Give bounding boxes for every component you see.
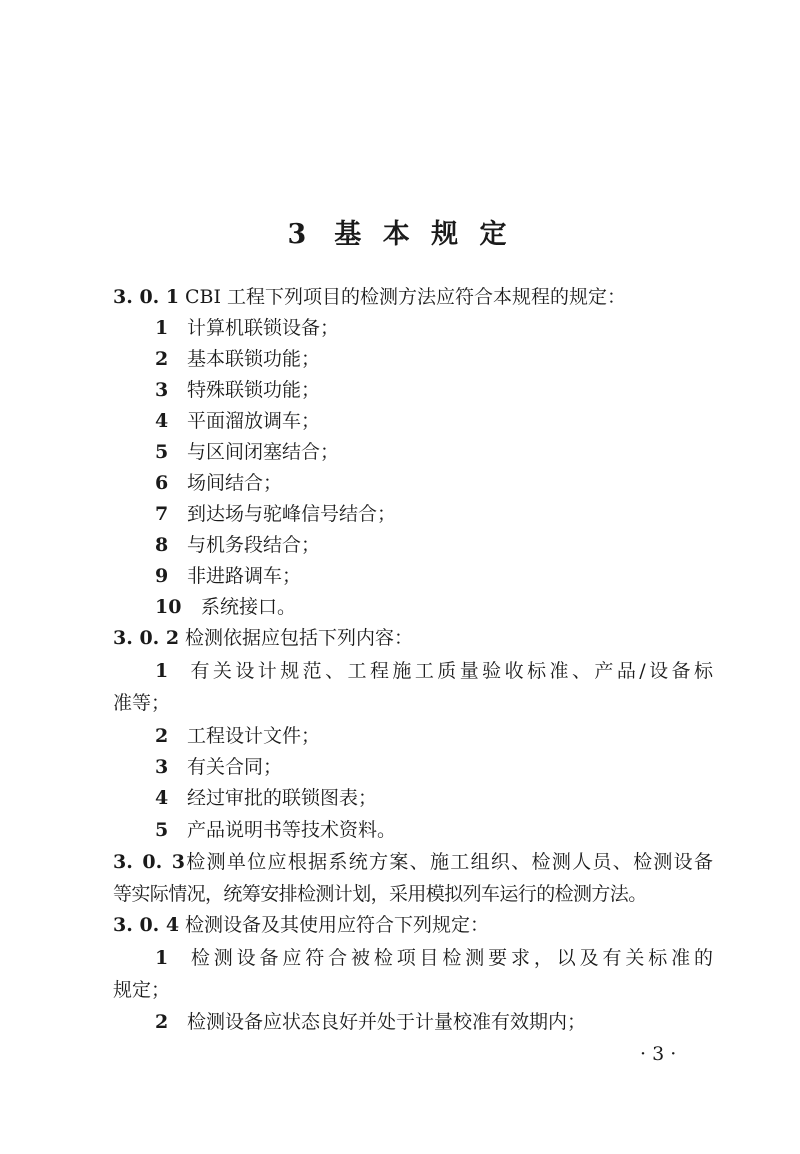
- list-item: [155, 656, 713, 687]
- list-item: [155, 721, 713, 752]
- clause-3-0-3: [113, 847, 713, 878]
- list-item-continuation: [113, 688, 713, 719]
- clause-3-0-1: [113, 282, 713, 313]
- clause-3-0-4: [113, 910, 713, 941]
- list-item: [155, 344, 713, 375]
- item-number: 2: [155, 348, 169, 370]
- item-number: 4: [155, 410, 169, 432]
- list-item: [155, 943, 713, 974]
- item-text: 规定；: [113, 979, 171, 1001]
- item-text: 经过审批的联锁图表；: [187, 787, 378, 809]
- list-item: [155, 406, 713, 437]
- item-text: 有关合同；: [187, 756, 283, 778]
- item-text: 检测设备应状态良好并处于计量校准有效期内；: [187, 1011, 587, 1033]
- item-number: 1: [155, 317, 169, 339]
- clause-text: 等实际情况，统筹安排检测计划，采用模拟列车运行的检测方法。: [113, 883, 647, 905]
- item-text: 到达场与驼峰信号结合；: [187, 503, 397, 525]
- list-item: [155, 468, 713, 499]
- clause-number: 3. 0. 1: [113, 286, 180, 308]
- list-item: [155, 1007, 713, 1038]
- item-text: 特殊联锁功能；: [187, 379, 321, 401]
- clause-3-0-2: [113, 623, 713, 654]
- item-text: 场间结合；: [187, 472, 283, 494]
- page-number: · 3 ·: [640, 1043, 677, 1065]
- clause-text: CBI 工程下列项目的检测方法应符合本规程的规定：: [185, 286, 627, 308]
- clause-text: 检测依据应包括下列内容：: [185, 627, 414, 649]
- item-number: 5: [155, 441, 169, 463]
- list-item-continuation: [113, 975, 713, 1006]
- item-number: 9: [155, 565, 169, 587]
- item-number: 7: [155, 503, 169, 525]
- chapter-heading: 基 本 规 定: [334, 219, 513, 250]
- list-item: [155, 592, 713, 623]
- item-text: 准等；: [113, 692, 171, 714]
- item-number: 3: [155, 756, 169, 778]
- item-number: 6: [155, 472, 169, 494]
- item-text: 计算机联锁设备；: [187, 317, 340, 339]
- clause-text: 检测设备及其使用应符合下列规定：: [185, 914, 490, 936]
- item-number: 5: [155, 819, 169, 841]
- item-text: 系统接口。: [201, 596, 297, 618]
- item-text: 产品说明书等技术资料。: [187, 819, 397, 841]
- list-item: [155, 437, 713, 468]
- clause-number: 3. 0. 4: [113, 914, 180, 936]
- item-number: 10: [155, 596, 182, 618]
- clause-number: 3. 0. 2: [113, 627, 180, 649]
- item-number: 2: [155, 1011, 169, 1033]
- item-text: 基本联锁功能；: [187, 348, 321, 370]
- clause-continuation: [113, 879, 723, 910]
- item-text: 非进路调车；: [187, 565, 302, 587]
- item-text: 与区间闭塞结合；: [187, 441, 340, 463]
- item-text: 有关设计规范、工程施工质量验收标准、产品/设备标: [187, 660, 713, 682]
- item-number: 1: [155, 947, 169, 969]
- list-item: [155, 499, 713, 530]
- item-text: 平面溜放调车；: [187, 410, 321, 432]
- list-item: [155, 561, 713, 592]
- item-number: 4: [155, 787, 169, 809]
- list-item: [155, 752, 713, 783]
- clause-number: 3. 0. 3: [113, 851, 185, 873]
- clause-text: 检测单位应根据系统方案、施工组织、检测人员、检测设备: [185, 851, 713, 873]
- item-number: 8: [155, 534, 169, 556]
- chapter-title: [0, 212, 800, 251]
- item-text: 与机务段结合；: [187, 534, 321, 556]
- list-item: [155, 783, 713, 814]
- item-text: 检测设备应符合被检项目检测要求，以及有关标准的: [187, 947, 713, 969]
- item-number: 1: [155, 660, 169, 682]
- item-number: 3: [155, 379, 169, 401]
- list-item: [155, 815, 713, 846]
- chapter-number: 3: [287, 219, 313, 250]
- list-item: [155, 530, 713, 561]
- item-text: 工程设计文件；: [187, 725, 321, 747]
- list-item: [155, 313, 713, 344]
- item-number: 2: [155, 725, 169, 747]
- list-item: [155, 375, 713, 406]
